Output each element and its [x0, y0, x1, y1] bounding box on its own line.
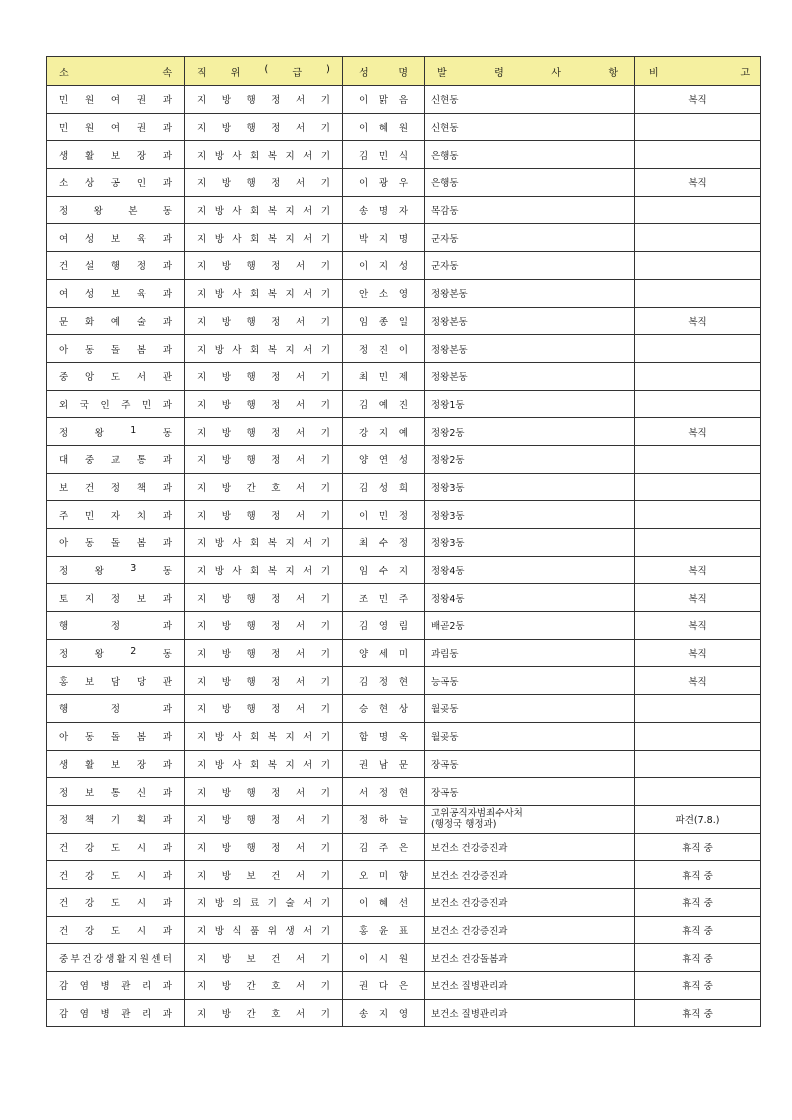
- order-line: 능곡동: [431, 676, 459, 688]
- cell-dept: 문 화 예 술 과: [47, 307, 185, 335]
- order-line: 과림동: [431, 649, 459, 661]
- cell-order: [425, 861, 635, 889]
- cell-note: 복직: [635, 556, 761, 584]
- cell-dept: 아 동 돌 봄 과: [47, 529, 185, 557]
- table-row: [47, 888, 761, 916]
- cell-rank: 지 방 사 회 복 지 서 기: [185, 196, 343, 224]
- table-row: [47, 86, 761, 114]
- cell-note: 휴직 중: [635, 916, 761, 944]
- cell-rank: 지 방 행 정 서 기: [185, 445, 343, 473]
- cell-name: 이 민 정: [343, 501, 425, 529]
- cell-rank: 지 방 행 정 서 기: [185, 169, 343, 197]
- cell-name: 임 종 일: [343, 307, 425, 335]
- cell-dept: 건 강 도 시 과: [47, 888, 185, 916]
- order-line: 보건소 질병관리과: [431, 981, 508, 993]
- cell-note: [635, 750, 761, 778]
- cell-name: 송 명 자: [343, 196, 425, 224]
- cell-order: [425, 169, 635, 197]
- cell-note: [635, 473, 761, 501]
- cell-rank: 지 방 사 회 복 지 서 기: [185, 556, 343, 584]
- cell-dept: 주 민 자 치 과: [47, 501, 185, 529]
- cell-dept: 행 정 과: [47, 695, 185, 723]
- cell-order: [425, 196, 635, 224]
- table-row: [47, 944, 761, 972]
- cell-note: 파견(7.8.): [635, 805, 761, 833]
- cell-order: [425, 418, 635, 446]
- table-row: [47, 473, 761, 501]
- cell-rank: 지 방 행 정 서 기: [185, 501, 343, 529]
- cell-note: [635, 501, 761, 529]
- cell-order: [425, 944, 635, 972]
- cell-dept: 소 상 공 인 과: [47, 169, 185, 197]
- cell-order: [425, 473, 635, 501]
- cell-note: [635, 362, 761, 390]
- cell-order: [425, 833, 635, 861]
- cell-dept: 외 국 인 주 민 과: [47, 390, 185, 418]
- cell-order: [425, 972, 635, 1000]
- cell-order: [425, 141, 635, 169]
- table-row: [47, 169, 761, 197]
- cell-order: [425, 667, 635, 695]
- cell-note: [635, 445, 761, 473]
- cell-rank: 지 방 사 회 복 지 서 기: [185, 279, 343, 307]
- cell-dept: 건 강 도 시 과: [47, 861, 185, 889]
- cell-rank: 지 방 행 정 서 기: [185, 667, 343, 695]
- header-rank: 직 위 ( 급 ): [185, 57, 343, 86]
- table-row: [47, 113, 761, 141]
- cell-rank: 지 방 행 정 서 기: [185, 805, 343, 833]
- cell-note: [635, 722, 761, 750]
- cell-name: 함 명 옥: [343, 722, 425, 750]
- cell-rank: 지 방 행 정 서 기: [185, 307, 343, 335]
- order-line: 정왕본동: [431, 316, 468, 328]
- cell-order: [425, 501, 635, 529]
- cell-name: 이 맑 음: [343, 86, 425, 114]
- table-row: [47, 141, 761, 169]
- cell-name: 정 진 이: [343, 335, 425, 363]
- cell-rank: 지 방 사 회 복 지 서 기: [185, 141, 343, 169]
- cell-order: [425, 279, 635, 307]
- cell-order: [425, 639, 635, 667]
- cell-dept: 여 성 보 육 과: [47, 279, 185, 307]
- cell-note: [635, 252, 761, 280]
- cell-order: [425, 86, 635, 114]
- cell-dept: 중 앙 도 서 관: [47, 362, 185, 390]
- table-row: [47, 861, 761, 889]
- cell-order: [425, 722, 635, 750]
- cell-note: [635, 113, 761, 141]
- cell-note: 휴직 중: [635, 944, 761, 972]
- order-line: 월곶동: [431, 732, 459, 744]
- cell-rank: 지 방 행 정 서 기: [185, 695, 343, 723]
- header-note: 비 고: [635, 57, 761, 86]
- cell-order: [425, 556, 635, 584]
- cell-rank: 지 방 행 정 서 기: [185, 833, 343, 861]
- cell-note: 휴직 중: [635, 972, 761, 1000]
- cell-dept: 생 활 보 장 과: [47, 141, 185, 169]
- cell-rank: 지 방 행 정 서 기: [185, 612, 343, 640]
- cell-rank: 지 방 행 정 서 기: [185, 418, 343, 446]
- cell-name: 권 다 은: [343, 972, 425, 1000]
- order-line: 정왕1동: [431, 399, 465, 411]
- cell-dept: 홍 보 담 당 관: [47, 667, 185, 695]
- order-line: 군자동: [431, 233, 459, 245]
- order-line: 신현동: [431, 95, 459, 107]
- cell-name: 박 지 명: [343, 224, 425, 252]
- table-row: [47, 390, 761, 418]
- cell-rank: 지 방 보 건 서 기: [185, 861, 343, 889]
- order-line: 정왕2동: [431, 455, 465, 467]
- order-line: 정왕3동: [431, 538, 465, 550]
- cell-rank: 지 방 간 호 서 기: [185, 999, 343, 1027]
- order-line: 보건소 건강증진과: [431, 870, 508, 882]
- order-line: 정왕본동: [431, 289, 468, 301]
- cell-name: 김 정 현: [343, 667, 425, 695]
- cell-order: [425, 113, 635, 141]
- cell-rank: 지 방 사 회 복 지 서 기: [185, 750, 343, 778]
- table-row: [47, 335, 761, 363]
- cell-order: [425, 750, 635, 778]
- cell-note: [635, 529, 761, 557]
- table-row: [47, 362, 761, 390]
- cell-dept: 정 왕 1 동: [47, 418, 185, 446]
- cell-name: 이 지 성: [343, 252, 425, 280]
- header-name: 성 명: [343, 57, 425, 86]
- order-line: 월곶동: [431, 704, 459, 716]
- cell-rank: 지 방 간 호 서 기: [185, 972, 343, 1000]
- order-line: 보건소 질병관리과: [431, 1009, 508, 1021]
- cell-rank: 지 방 행 정 서 기: [185, 778, 343, 806]
- cell-dept: 민 원 여 권 과: [47, 113, 185, 141]
- cell-order: [425, 529, 635, 557]
- cell-dept: 아 동 돌 봄 과: [47, 335, 185, 363]
- cell-order: [425, 778, 635, 806]
- cell-name: 홍 윤 표: [343, 916, 425, 944]
- table-row: [47, 584, 761, 612]
- order-line: 은행동: [431, 178, 459, 190]
- cell-dept: 감 염 병 관 리 과: [47, 999, 185, 1027]
- cell-order: [425, 916, 635, 944]
- cell-name: 김 민 식: [343, 141, 425, 169]
- cell-note: 복직: [635, 169, 761, 197]
- order-line: 신현동: [431, 123, 459, 135]
- cell-dept: 정 보 통 신 과: [47, 778, 185, 806]
- table-row: [47, 639, 761, 667]
- cell-rank: 지 방 행 정 서 기: [185, 252, 343, 280]
- cell-name: 김 성 희: [343, 473, 425, 501]
- header-order: 발 령 사 항: [425, 57, 635, 86]
- cell-name: 김 예 진: [343, 390, 425, 418]
- cell-note: [635, 224, 761, 252]
- cell-order: [425, 805, 635, 833]
- cell-dept: 생 활 보 장 과: [47, 750, 185, 778]
- cell-name: 임 수 지: [343, 556, 425, 584]
- cell-dept: 건 강 도 시 과: [47, 833, 185, 861]
- cell-note: [635, 390, 761, 418]
- cell-note: 복직: [635, 612, 761, 640]
- cell-dept: 감 염 병 관 리 과: [47, 972, 185, 1000]
- cell-note: [635, 141, 761, 169]
- cell-rank: 지 방 보 건 서 기: [185, 944, 343, 972]
- cell-name: 이 혜 선: [343, 888, 425, 916]
- cell-order: [425, 335, 635, 363]
- cell-rank: 지 방 행 정 서 기: [185, 639, 343, 667]
- cell-dept: 아 동 돌 봄 과: [47, 722, 185, 750]
- cell-name: 이 혜 원: [343, 113, 425, 141]
- table-row: [47, 445, 761, 473]
- table-row: [47, 667, 761, 695]
- cell-name: 최 민 제: [343, 362, 425, 390]
- table-row: [47, 999, 761, 1027]
- cell-dept: 여 성 보 육 과: [47, 224, 185, 252]
- cell-rank: 지 방 사 회 복 지 서 기: [185, 224, 343, 252]
- cell-name: 최 수 정: [343, 529, 425, 557]
- table-row: [47, 224, 761, 252]
- order-line: 보건소 건강증진과: [431, 842, 508, 854]
- table-row: [47, 307, 761, 335]
- order-line: 정왕4동: [431, 593, 465, 605]
- cell-name: 서 정 현: [343, 778, 425, 806]
- cell-name: 승 현 상: [343, 695, 425, 723]
- cell-dept: 정 왕 2 동: [47, 639, 185, 667]
- cell-note: [635, 778, 761, 806]
- order-line: 장곡동: [431, 787, 459, 799]
- table-row: [47, 501, 761, 529]
- cell-rank: 지 방 행 정 서 기: [185, 362, 343, 390]
- order-line: 정왕2동: [431, 427, 465, 439]
- cell-name: 안 소 영: [343, 279, 425, 307]
- cell-name: 김 영 림: [343, 612, 425, 640]
- cell-order: [425, 445, 635, 473]
- cell-order: [425, 252, 635, 280]
- cell-name: 송 지 영: [343, 999, 425, 1027]
- cell-name: 오 미 향: [343, 861, 425, 889]
- cell-note: [635, 196, 761, 224]
- cell-rank: 지 방 식 품 위 생 서 기: [185, 916, 343, 944]
- order-line: 군자동: [431, 261, 459, 273]
- header-dept: 소 속: [47, 57, 185, 86]
- table-row: [47, 279, 761, 307]
- cell-name: 조 민 주: [343, 584, 425, 612]
- cell-rank: 지 방 행 정 서 기: [185, 113, 343, 141]
- table-row: [47, 750, 761, 778]
- cell-order: [425, 999, 635, 1027]
- cell-dept: 정 책 기 획 과: [47, 805, 185, 833]
- cell-note: 복직: [635, 86, 761, 114]
- table-row: [47, 529, 761, 557]
- cell-dept: 민 원 여 권 과: [47, 86, 185, 114]
- cell-name: 양 세 미: [343, 639, 425, 667]
- cell-order: [425, 390, 635, 418]
- table-row: [47, 778, 761, 806]
- cell-order: [425, 224, 635, 252]
- cell-note: 복직: [635, 667, 761, 695]
- table-row: [47, 196, 761, 224]
- cell-order: [425, 362, 635, 390]
- table-row: [47, 556, 761, 584]
- cell-note: [635, 695, 761, 723]
- cell-note: 휴직 중: [635, 833, 761, 861]
- cell-note: 복직: [635, 307, 761, 335]
- table-row: [47, 612, 761, 640]
- order-line: 보건소 건강증진과: [431, 898, 508, 910]
- cell-rank: 지 방 행 정 서 기: [185, 584, 343, 612]
- cell-dept: 대 중 교 통 과: [47, 445, 185, 473]
- table-row: [47, 916, 761, 944]
- order-line: 배곧2동: [431, 621, 465, 633]
- cell-rank: 지 방 행 정 서 기: [185, 86, 343, 114]
- order-line: 정왕본동: [431, 372, 468, 384]
- order-line: 정왕3동: [431, 510, 465, 522]
- cell-name: 권 남 문: [343, 750, 425, 778]
- cell-dept: 중 부 건 강 생 활 지 원 센 터: [47, 944, 185, 972]
- cell-order: [425, 695, 635, 723]
- cell-dept: 정 왕 3 동: [47, 556, 185, 584]
- order-line: 정왕본동: [431, 344, 468, 356]
- cell-name: 양 연 성: [343, 445, 425, 473]
- cell-note: 휴직 중: [635, 861, 761, 889]
- cell-name: 이 광 우: [343, 169, 425, 197]
- cell-note: 복직: [635, 584, 761, 612]
- table-row: [47, 418, 761, 446]
- table-row: [47, 805, 761, 833]
- table-row: [47, 833, 761, 861]
- table-header-row: [47, 57, 761, 86]
- cell-dept: 보 건 정 책 과: [47, 473, 185, 501]
- cell-name: 정 하 늘: [343, 805, 425, 833]
- order-line: 정왕4동: [431, 566, 465, 578]
- cell-dept: 토 지 정 보 과: [47, 584, 185, 612]
- cell-rank: 지 방 행 정 서 기: [185, 390, 343, 418]
- table-row: [47, 695, 761, 723]
- cell-rank: 지 방 사 회 복 지 서 기: [185, 335, 343, 363]
- cell-order: [425, 307, 635, 335]
- cell-order: [425, 888, 635, 916]
- cell-dept: 건 설 행 정 과: [47, 252, 185, 280]
- order-line: 보건소 건강증진과: [431, 925, 508, 937]
- cell-name: 김 주 은: [343, 833, 425, 861]
- order-line: 은행동: [431, 150, 459, 162]
- cell-note: 복직: [635, 418, 761, 446]
- cell-rank: 지 방 간 호 서 기: [185, 473, 343, 501]
- table-body: [47, 86, 761, 1027]
- cell-name: 강 지 예: [343, 418, 425, 446]
- cell-rank: 지 방 의 료 기 술 서 기: [185, 888, 343, 916]
- cell-name: 이 시 원: [343, 944, 425, 972]
- order-line: 고위공직자범죄수사처: [431, 808, 523, 820]
- order-line: 목감동: [431, 206, 459, 218]
- cell-rank: 지 방 사 회 복 지 서 기: [185, 529, 343, 557]
- cell-order: [425, 612, 635, 640]
- order-line-sub: (행정국 행정과): [431, 819, 497, 831]
- cell-note: 휴직 중: [635, 888, 761, 916]
- cell-rank: 지 방 사 회 복 지 서 기: [185, 722, 343, 750]
- cell-order: [425, 584, 635, 612]
- personnel-order-table: [46, 56, 761, 1027]
- order-line: 보건소 건강돌봄과: [431, 953, 508, 965]
- cell-note: 휴직 중: [635, 999, 761, 1027]
- table-row: [47, 722, 761, 750]
- cell-dept: 행 정 과: [47, 612, 185, 640]
- cell-note: 복직: [635, 639, 761, 667]
- table-row: [47, 972, 761, 1000]
- cell-note: [635, 279, 761, 307]
- cell-note: [635, 335, 761, 363]
- order-line: 정왕3동: [431, 482, 465, 494]
- order-line: 장곡동: [431, 759, 459, 771]
- cell-dept: 건 강 도 시 과: [47, 916, 185, 944]
- cell-dept: 정 왕 본 동: [47, 196, 185, 224]
- table-row: [47, 252, 761, 280]
